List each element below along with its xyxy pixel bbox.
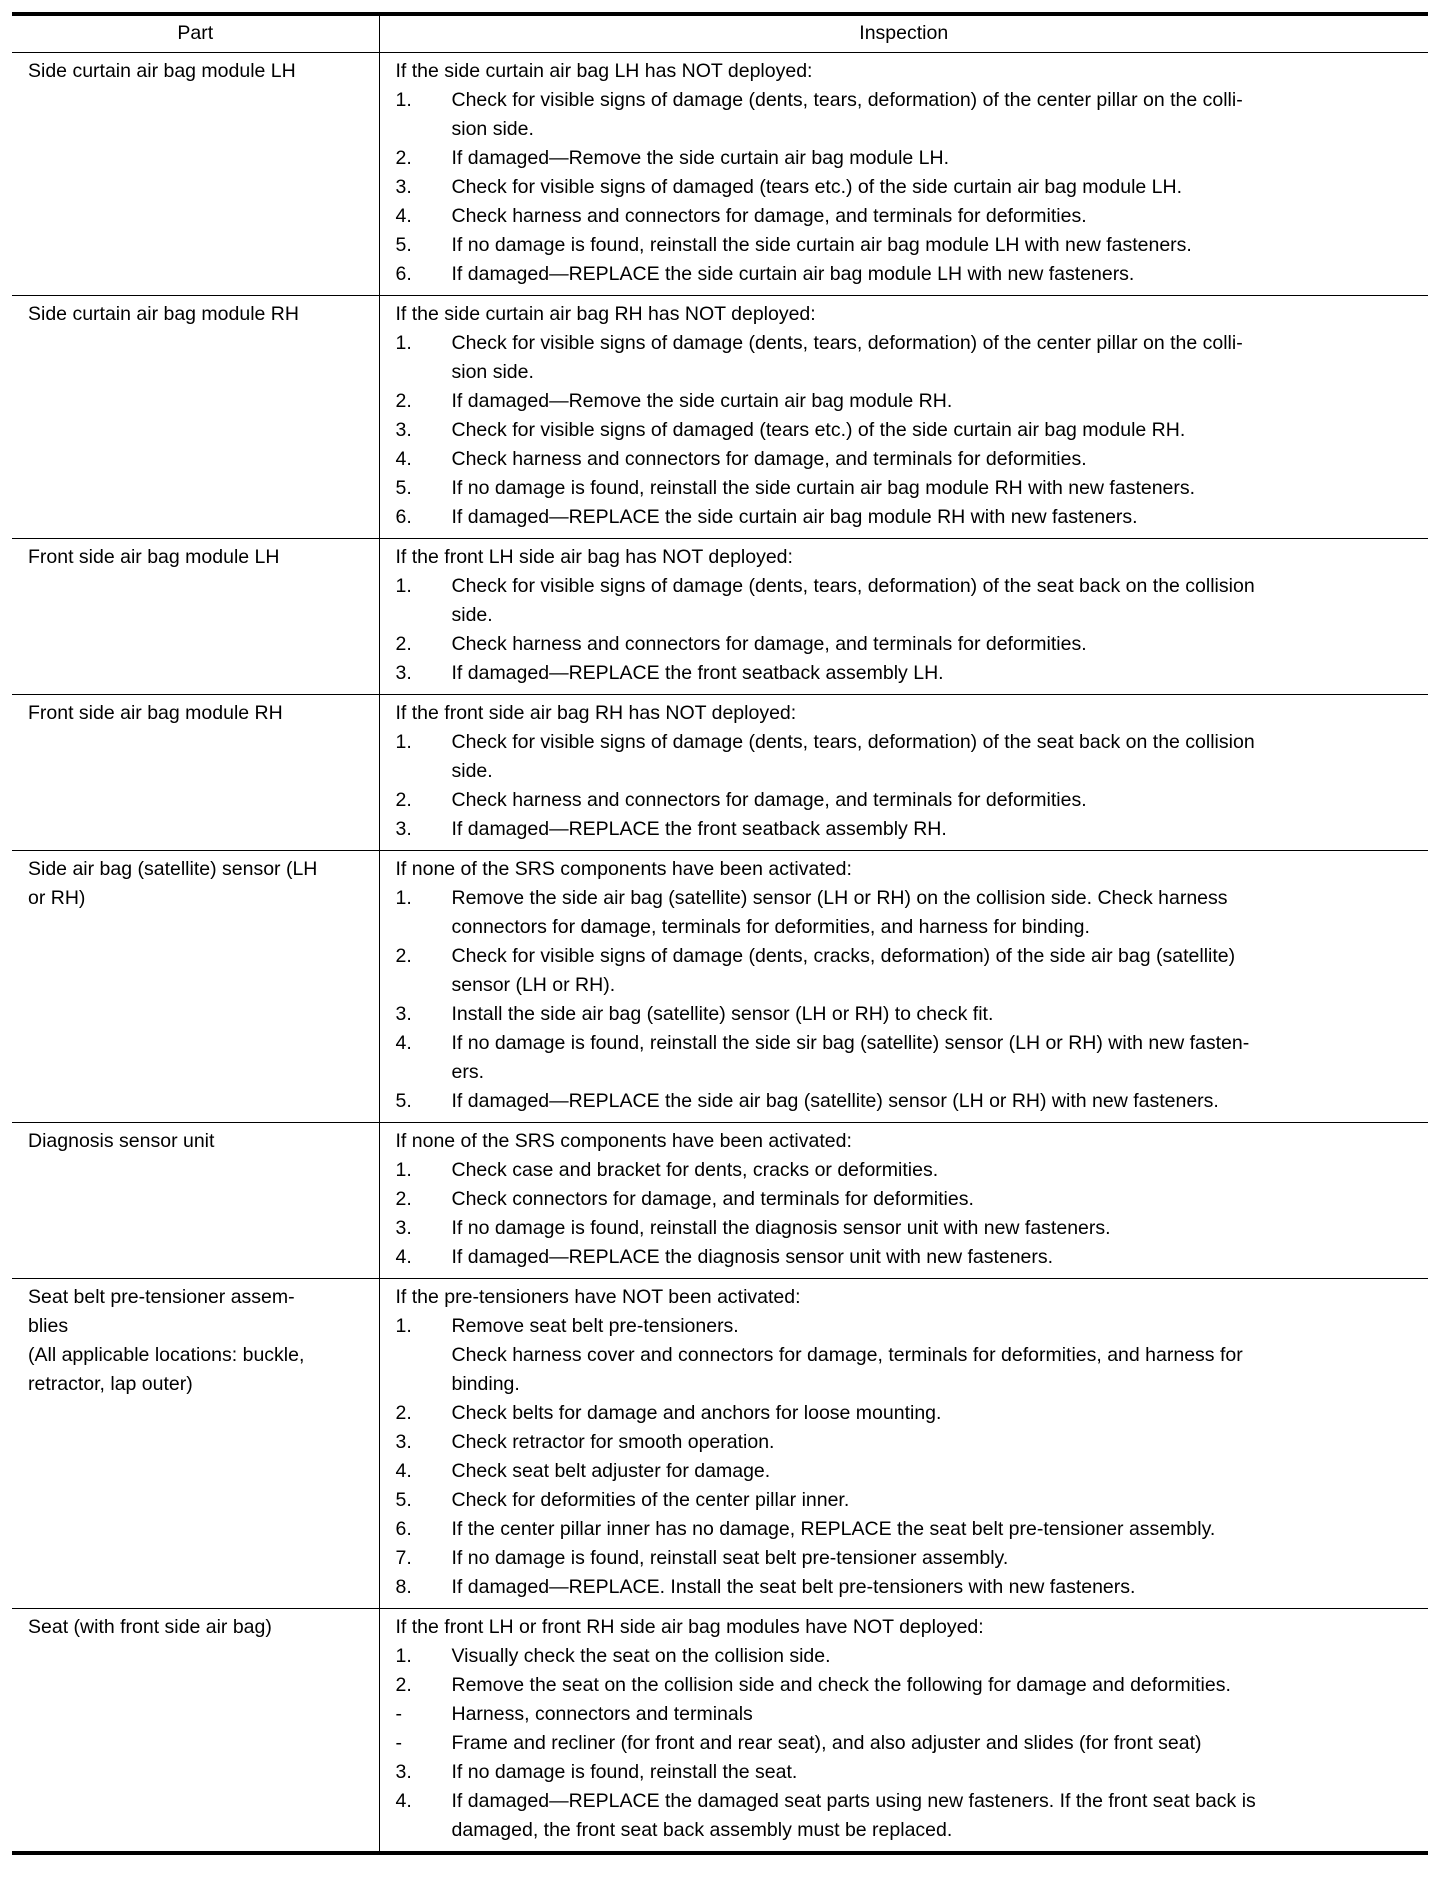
inspection-step: [396, 1642, 1421, 1671]
inspection-step: [396, 1700, 1421, 1729]
table-row: [12, 695, 1428, 851]
step-number: 5.: [395, 234, 412, 256]
inspection-step: [396, 503, 1421, 532]
inspection-cell: [379, 1123, 1428, 1279]
inspection-step: [396, 630, 1421, 659]
inspection-step: [396, 659, 1421, 688]
step-number: 6.: [395, 263, 412, 285]
table-row: [12, 53, 1428, 296]
step-number: 3.: [395, 818, 412, 840]
step-text: [452, 416, 1421, 445]
step-text-line: Check for visible signs of damage (dents, tears, deformation) of the center pillar on the colli-: [451, 89, 1243, 111]
step-text: [452, 329, 1421, 387]
inspection-step: [396, 86, 1421, 144]
step-text-line: If damaged—REPLACE the side curtain air bag module LH with new fasteners.: [451, 263, 1135, 285]
part-name-line: Front side air bag module RH: [28, 702, 283, 724]
inspection-step: [396, 1156, 1421, 1185]
step-text: [452, 728, 1421, 786]
step-text: [452, 1729, 1421, 1758]
inspection-sheet: [12, 12, 1428, 1855]
part-name-line: Side curtain air bag module LH: [28, 60, 296, 82]
step-number: 3.: [395, 419, 412, 441]
part-name-line: or RH): [28, 887, 86, 909]
inspection-step: [396, 884, 1421, 942]
inspection-step: [396, 1787, 1421, 1845]
table-row: [12, 1123, 1428, 1279]
step-text: [452, 1642, 1421, 1671]
step-number: 3.: [395, 662, 412, 684]
inspection-cell: [379, 1279, 1428, 1609]
inspection-step: [396, 1729, 1421, 1758]
step-number: 1.: [395, 1159, 412, 1181]
part-cell: [12, 1123, 379, 1279]
step-text: [452, 474, 1421, 503]
step-text: [452, 1156, 1421, 1185]
inspection-step: [396, 1544, 1421, 1573]
step-number: 2.: [395, 945, 412, 967]
table-row: [12, 539, 1428, 695]
step-text-line: Check seat belt adjuster for damage.: [451, 1460, 771, 1482]
step-text-line: Check case and bracket for dents, cracks or deformities.: [451, 1159, 939, 1181]
part-cell: [12, 1279, 379, 1609]
inspection-cell: [379, 539, 1428, 695]
step-text-line: Remove seat belt pre-tensioners.: [451, 1315, 739, 1337]
part-name-line: Diagnosis sensor unit: [28, 1130, 215, 1152]
inspection-step: [396, 474, 1421, 503]
step-number: 5.: [395, 1489, 412, 1511]
inspection-step: [396, 1457, 1421, 1486]
part-name-line: Side curtain air bag module RH: [28, 303, 299, 325]
inspection-steps: [396, 572, 1421, 688]
step-text-line: If damaged—REPLACE the front seatback assembly LH.: [451, 662, 944, 684]
step-number: 2.: [395, 633, 412, 655]
inspection-steps: [396, 1156, 1421, 1272]
step-text: [452, 387, 1421, 416]
step-text-line: If the center pillar inner has no damage, REPLACE the seat belt pre-tensioner assembly.: [451, 1518, 1216, 1540]
step-text: [452, 1544, 1421, 1573]
inspection-steps: [396, 1312, 1421, 1602]
step-text: [452, 1243, 1421, 1272]
inspection-cell: [379, 851, 1428, 1123]
step-number: 5.: [395, 477, 412, 499]
step-text-line: sion side.: [451, 118, 534, 140]
step-text-line: Check connectors for damage, and terminals for deformities.: [451, 1188, 974, 1210]
step-text: [452, 1758, 1421, 1787]
step-number: 3.: [395, 1761, 412, 1783]
inspection-steps: [396, 86, 1421, 289]
inspection-step: [396, 942, 1421, 1000]
step-number: 2.: [395, 147, 412, 169]
inspection-steps: [396, 884, 1421, 1116]
inspection-step: [396, 1087, 1421, 1116]
step-text: [452, 1399, 1421, 1428]
table-body: [12, 53, 1428, 1854]
inspection-step: [396, 445, 1421, 474]
step-text-line: If damaged—Remove the side curtain air bag module LH.: [451, 147, 950, 169]
step-text: [452, 630, 1421, 659]
step-text-line: Remove the seat on the collision side and check the following for damage and deformities.: [451, 1674, 1231, 1696]
step-number: 4.: [395, 1790, 412, 1812]
table-row: [12, 296, 1428, 539]
step-text-line: If damaged—REPLACE the side air bag (satellite) sensor (LH or RH) with new fasteners.: [451, 1090, 1219, 1112]
step-number: 6.: [395, 1518, 412, 1540]
step-text-line: Check for visible signs of damage (dents, tears, deformation) of the seat back on the collision: [451, 575, 1255, 597]
step-number: 1.: [395, 332, 412, 354]
inspection-step: [396, 329, 1421, 387]
inspection-step: [396, 1428, 1421, 1457]
step-text: [452, 1573, 1421, 1602]
inspection-condition: If the side curtain air bag LH has NOT deployed:: [395, 60, 813, 82]
header-part: Part: [12, 14, 379, 53]
step-text-line: If damaged—REPLACE the front seatback assembly RH.: [451, 818, 947, 840]
table-row: [12, 1279, 1428, 1609]
inspection-step: [396, 173, 1421, 202]
inspection-step: [396, 1486, 1421, 1515]
step-text: [452, 942, 1421, 1000]
step-text-line: Check harness and connectors for damage, and terminals for deformities.: [451, 448, 1087, 470]
step-text-line: Visually check the seat on the collision side.: [451, 1645, 831, 1667]
step-text-line: Check for visible signs of damaged (tears etc.) of the side curtain air bag module RH.: [451, 419, 1186, 441]
step-text-line: If no damage is found, reinstall the side sir bag (satellite) sensor (LH or RH) with new fasten-: [451, 1032, 1250, 1054]
inspection-steps: [396, 1642, 1421, 1845]
step-text-line: Check retractor for smooth operation.: [451, 1431, 775, 1453]
step-text: [452, 1000, 1421, 1029]
inspection-step: [396, 1671, 1421, 1700]
inspection-step: [396, 1029, 1421, 1087]
inspection-step: [396, 1399, 1421, 1428]
part-cell: [12, 695, 379, 851]
step-number: 1.: [395, 89, 412, 111]
inspection-condition: If the pre-tensioners have NOT been activated:: [395, 1286, 801, 1308]
step-text-line: If damaged—REPLACE the diagnosis sensor unit with new fasteners.: [451, 1246, 1054, 1268]
step-text-line: side.: [451, 760, 493, 782]
step-text-line: side.: [451, 604, 493, 626]
step-text-line: damaged, the front seat back assembly must be replaced.: [451, 1819, 953, 1841]
inspection-step: [396, 1515, 1421, 1544]
step-text-line: Check for visible signs of damaged (tears etc.) of the side curtain air bag module LH.: [451, 176, 1183, 198]
step-text-line: Frame and recliner (for front and rear seat), and also adjuster and slides (for front seat): [451, 1732, 1202, 1754]
step-text-line: If no damage is found, reinstall seat belt pre-tensioner assembly.: [451, 1547, 1009, 1569]
inspection-cell: [379, 53, 1428, 296]
inspection-step: [396, 202, 1421, 231]
step-text: [452, 202, 1421, 231]
part-name-line: (All applicable locations: buckle,: [28, 1344, 305, 1366]
inspection-steps: [396, 728, 1421, 844]
header-inspection: Inspection: [379, 14, 1428, 53]
inspection-step: [396, 1243, 1421, 1272]
step-text: [452, 1700, 1421, 1729]
part-name-line: Seat belt pre-tensioner assem-: [28, 1286, 295, 1308]
part-cell: [12, 851, 379, 1123]
step-number: 3.: [395, 176, 412, 198]
step-text-line: If no damage is found, reinstall the seat.: [451, 1761, 798, 1783]
step-number: 4.: [395, 1246, 412, 1268]
step-text-line: Install the side air bag (satellite) sensor (LH or RH) to check fit.: [451, 1003, 994, 1025]
step-number: 1.: [395, 887, 412, 909]
header-row: [12, 14, 1428, 53]
step-text-line: Check harness and connectors for damage, and terminals for deformities.: [451, 633, 1087, 655]
table-row: [12, 851, 1428, 1123]
inspection-step: [396, 1000, 1421, 1029]
step-text: [452, 260, 1421, 289]
step-text-line: Check harness and connectors for damage, and terminals for deformities.: [451, 205, 1087, 227]
part-cell: [12, 53, 379, 296]
step-text-line: Check belts for damage and anchors for loose mounting.: [451, 1402, 942, 1424]
step-text-line: If no damage is found, reinstall the side curtain air bag module RH with new fasteners.: [451, 477, 1196, 499]
table-row: [12, 1609, 1428, 1854]
step-number: 1.: [395, 1645, 412, 1667]
step-number: 4.: [395, 205, 412, 227]
step-text: [452, 1515, 1421, 1544]
part-cell: [12, 296, 379, 539]
step-text-line: connectors for damage, terminals for deformities, and harness for binding.: [451, 916, 1090, 938]
inspection-cell: [379, 296, 1428, 539]
step-text: [452, 1671, 1421, 1700]
step-text-line: binding.: [451, 1373, 520, 1395]
inspection-steps: [396, 329, 1421, 532]
step-text: [452, 572, 1421, 630]
step-number: 3.: [395, 1217, 412, 1239]
step-number: 2.: [395, 1402, 412, 1424]
inspection-condition: If the front LH or front RH side air bag modules have NOT deployed:: [395, 1616, 984, 1638]
inspection-condition: If none of the SRS components have been activated:: [395, 1130, 852, 1152]
step-number: 3.: [395, 1003, 412, 1025]
step-text: [452, 144, 1421, 173]
inspection-step: [396, 416, 1421, 445]
part-cell: [12, 539, 379, 695]
inspection-step: [396, 815, 1421, 844]
step-text-line: Remove the side air bag (satellite) sensor (LH or RH) on the collision side. Check harness: [451, 887, 1228, 909]
inspection-step: [396, 572, 1421, 630]
step-text: [452, 1029, 1421, 1087]
inspection-cell: [379, 1609, 1428, 1854]
step-text: [452, 173, 1421, 202]
inspection-step: [396, 387, 1421, 416]
step-text: [452, 1087, 1421, 1116]
part-name-line: blies: [28, 1315, 69, 1337]
table-header: [12, 14, 1428, 53]
step-number: -: [395, 1703, 402, 1725]
step-number: 2.: [395, 789, 412, 811]
inspection-cell: [379, 695, 1428, 851]
step-text-line: Check harness and connectors for damage, and terminals for deformities.: [451, 789, 1087, 811]
inspection-table: [12, 12, 1428, 1855]
inspection-condition: If the front LH side air bag has NOT deployed:: [395, 546, 793, 568]
step-number: 1.: [395, 575, 412, 597]
step-number: 3.: [395, 1431, 412, 1453]
step-text: [452, 1312, 1421, 1399]
step-text-line: If damaged—REPLACE. Install the seat belt pre-tensioners with new fasteners.: [451, 1576, 1136, 1598]
step-number: 2.: [395, 1674, 412, 1696]
inspection-step: [396, 1758, 1421, 1787]
step-number: 8.: [395, 1576, 412, 1598]
step-text: [452, 445, 1421, 474]
step-text: [452, 884, 1421, 942]
step-text-line: Check for deformities of the center pillar inner.: [451, 1489, 850, 1511]
step-number: 5.: [395, 1090, 412, 1112]
inspection-step: [396, 1312, 1421, 1399]
inspection-condition: If none of the SRS components have been activated:: [395, 858, 852, 880]
step-text-line: If no damage is found, reinstall the diagnosis sensor unit with new fasteners.: [451, 1217, 1111, 1239]
inspection-step: [396, 786, 1421, 815]
step-number: 2.: [395, 390, 412, 412]
part-name-line: Seat (with front side air bag): [28, 1616, 272, 1638]
step-text: [452, 815, 1421, 844]
inspection-step: [396, 144, 1421, 173]
step-text-line: Check for visible signs of damage (dents, cracks, deformation) of the side air bag (satellite): [451, 945, 1236, 967]
inspection-step: [396, 1214, 1421, 1243]
step-text: [452, 1185, 1421, 1214]
step-text-line: If damaged—REPLACE the side curtain air bag module RH with new fasteners.: [451, 506, 1138, 528]
step-text: [452, 231, 1421, 260]
step-text: [452, 1486, 1421, 1515]
inspection-condition: If the front side air bag RH has NOT deployed:: [395, 702, 797, 724]
step-text: [452, 786, 1421, 815]
step-text: [452, 1428, 1421, 1457]
step-text-line: Check for visible signs of damage (dents, tears, deformation) of the seat back on the collision: [451, 731, 1255, 753]
step-text-line: Harness, connectors and terminals: [451, 1703, 753, 1725]
step-text: [452, 1214, 1421, 1243]
inspection-step: [396, 260, 1421, 289]
inspection-step: [396, 1573, 1421, 1602]
part-name-line: Front side air bag module LH: [28, 546, 280, 568]
step-text: [452, 659, 1421, 688]
step-number: 7.: [395, 1547, 412, 1569]
part-name-line: retractor, lap outer): [28, 1373, 193, 1395]
step-text: [452, 86, 1421, 144]
step-text-line: Check harness cover and connectors for damage, terminals for deformities, and harness for: [451, 1344, 1243, 1366]
step-number: 1.: [395, 1315, 412, 1337]
step-text-line: If damaged—Remove the side curtain air bag module RH.: [451, 390, 953, 412]
step-number: 6.: [395, 506, 412, 528]
step-text: [452, 1457, 1421, 1486]
step-text: [452, 503, 1421, 532]
inspection-step: [396, 728, 1421, 786]
step-text-line: If no damage is found, reinstall the side curtain air bag module LH with new fasteners.: [451, 234, 1192, 256]
part-cell: [12, 1609, 379, 1854]
step-text-line: sensor (LH or RH).: [451, 974, 616, 996]
inspection-step: [396, 1185, 1421, 1214]
step-text-line: sion side.: [451, 361, 534, 383]
step-text-line: ers.: [451, 1061, 485, 1083]
step-number: -: [395, 1732, 402, 1754]
step-number: 4.: [395, 448, 412, 470]
step-number: 1.: [395, 731, 412, 753]
step-text-line: If damaged—REPLACE the damaged seat parts using new fasteners. If the front seat back is: [451, 1790, 1256, 1812]
step-number: 2.: [395, 1188, 412, 1210]
inspection-condition: If the side curtain air bag RH has NOT deployed:: [395, 303, 816, 325]
step-text-line: Check for visible signs of damage (dents, tears, deformation) of the center pillar on the colli-: [451, 332, 1243, 354]
step-number: 4.: [395, 1460, 412, 1482]
part-name-line: Side air bag (satellite) sensor (LH: [28, 858, 318, 880]
step-number: 4.: [395, 1032, 412, 1054]
step-text: [452, 1787, 1421, 1845]
inspection-step: [396, 231, 1421, 260]
